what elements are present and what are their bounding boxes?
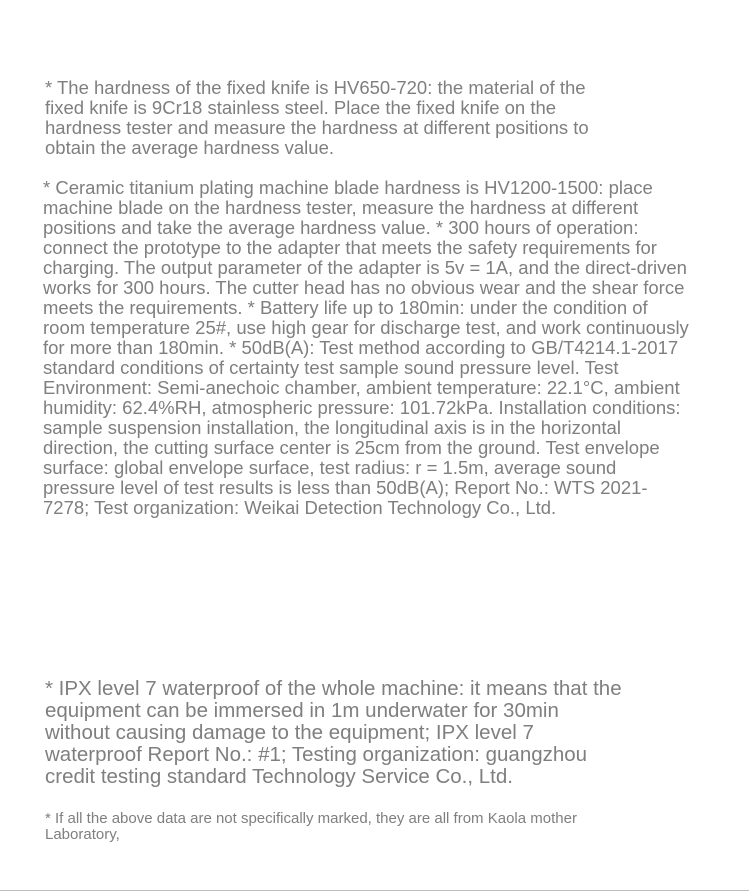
waterproof-rating-note: * IPX level 7 waterproof of the whole machine: it means that the equipment can be immersed in 1m underwater for 30min without causing damage to the equipment; IPX level 7 waterproof Report No.: #1; Testing organization: guangzhou credit testing standard Technology Service Co., Ltd.	[45, 677, 622, 788]
fixed-knife-hardness-note: * The hardness of the fixed knife is HV650-720: the material of the fixed knife is 9Cr18 stainless steel. Place the fixed knife on the hardness tester and measure the hardness at different positions to obtain the average hardness value.	[45, 77, 589, 158]
blade-and-test-specs-note: * Ceramic titanium plating machine blade hardness is HV1200-1500: place machine blade on the hardness tester, measure the hardness at different positions and take the average hardness value. * 300 hours of operation: connect the prototype to the adapter that meets the safety requirements for charging. The output parameter of the adapter is 5v = 1A, and the direct-driven works for 300 hours. The cutter head has no obvious wear and the shear force meets the requirements. * Battery life up to 180min: under the condition of room temperature 25#, use high gear for discharge test, and work continuously for more than 180min. * 50dB(A): Test method according to GB/T4214.1-2017 standard conditions of certainty test sample sound pressure level. Test Environment: Semi-anechoic chamber, ambient temperature: 22.1°C, ambient humidity: 62.4%RH, atmospheric pressure: 101.72kPa. Installation conditions: sample suspension installation, the longitudinal axis is in the horizontal direction, the cutting surface center is 25cm from the ground. Test envelope surface: global envelope surface, test radius: r = 1.5m, average sound pressure level of test results is less than 50dB(A); Report No.: WTS 2021- 7278; Test organization: Weikai Detection Technology Co., Ltd.	[43, 177, 689, 518]
bottom-divider	[0, 890, 749, 891]
data-source-disclaimer: * If all the above data are not specifically marked, they are all from Kaola mother Laboratory,	[45, 810, 577, 843]
